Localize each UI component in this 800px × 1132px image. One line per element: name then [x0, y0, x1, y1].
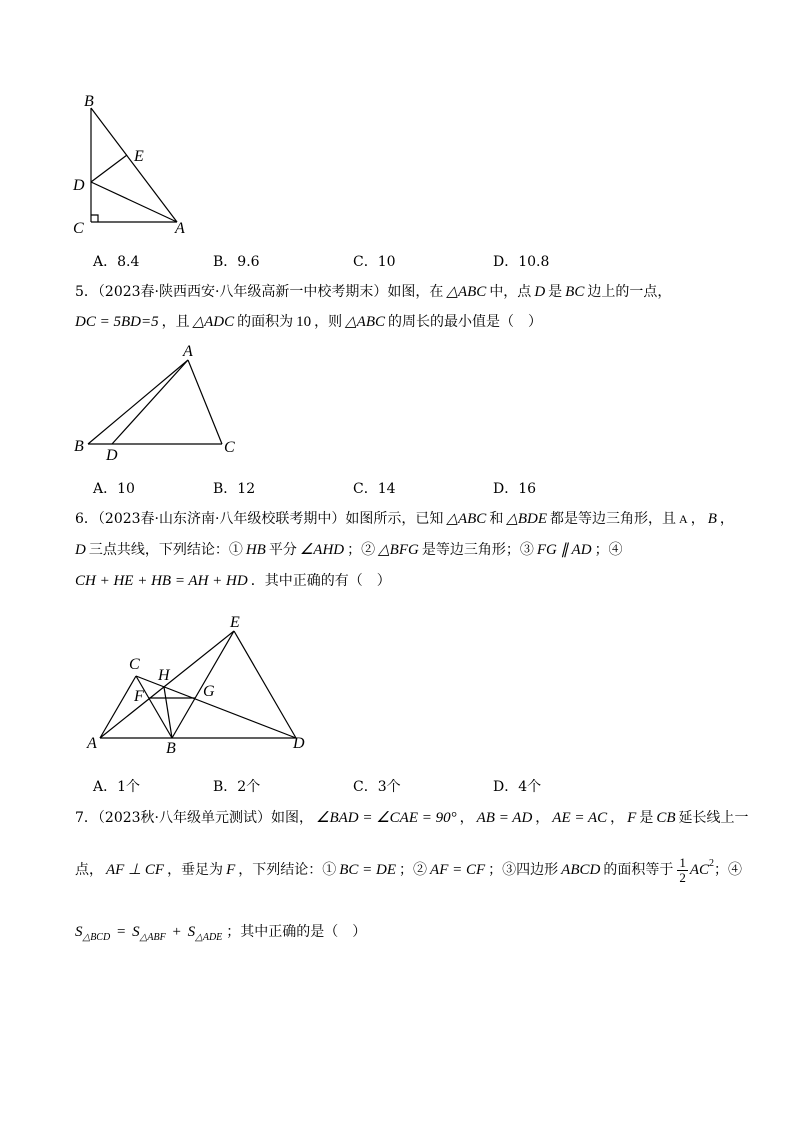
q5-math: △ADC	[192, 314, 235, 330]
q4-option-b[interactable]: B．9.6	[213, 254, 260, 270]
q5-text: 的周长的最小值是（ ）	[388, 314, 542, 330]
q6-text: 都是等边三角形，且	[550, 511, 677, 527]
q6-text: 和	[489, 511, 504, 527]
fraction-one-half	[677, 856, 688, 885]
q7-math: AB = AD	[476, 810, 533, 826]
q6-math: △BFG	[378, 542, 419, 558]
q5-option-a[interactable]: A．10	[93, 481, 135, 497]
label-f: F	[134, 688, 144, 705]
q7-text: ；②	[399, 862, 428, 878]
q7-text: 是	[639, 810, 654, 826]
q6-option-c[interactable]: C．3个	[353, 779, 401, 795]
q5-stem-line-2	[75, 312, 542, 332]
q7-text: ，下列结论：①	[238, 862, 337, 878]
q7-math: F	[627, 810, 637, 826]
q7-math: F	[226, 862, 236, 878]
q6-text: ，	[719, 511, 734, 527]
q7-operator: =	[113, 924, 130, 940]
q5-text: 是	[548, 284, 563, 300]
q6-text: 三点共线，下列结论：①	[88, 542, 243, 558]
q5-math: BC	[565, 284, 585, 300]
segment-ed	[234, 631, 296, 738]
q7-math: AF = CF	[430, 862, 486, 878]
segment-ac	[100, 676, 136, 738]
q7-stem-line-2	[75, 854, 742, 886]
label-b: B	[84, 93, 94, 110]
q5-math: △ABC	[345, 314, 385, 330]
q7-subscript: △BCD	[82, 932, 111, 943]
label-e: E	[134, 148, 144, 165]
q4-figure	[60, 85, 200, 240]
q6-math: HB	[245, 542, 266, 558]
label-c: C	[224, 439, 235, 456]
q7-math: ABCD	[561, 862, 601, 878]
q7-math: BC = DE	[339, 862, 397, 878]
segment-de	[91, 155, 127, 182]
label-c: C	[73, 220, 84, 237]
q6-text: 6．（2023春·山东济南·八年级校联考期中）如图所示，已知	[75, 511, 444, 527]
q7-subscript: △ABF	[139, 932, 166, 943]
q6-text: ；④	[594, 542, 623, 558]
segment-da	[91, 182, 177, 222]
q6-figure	[80, 605, 310, 760]
q7-text: ，	[610, 810, 625, 826]
q6-math: △ABC	[446, 511, 487, 527]
q5-math: D	[534, 284, 546, 300]
segment-ad	[112, 360, 188, 444]
q7-operator: +	[168, 924, 185, 940]
q7-text: ；④	[714, 862, 742, 878]
label-c: C	[129, 656, 140, 673]
q4-option-d[interactable]: D．10.8	[493, 254, 550, 270]
q7-text: ；③四边形	[488, 862, 559, 878]
q5-math: DC = 5BD=5	[75, 314, 159, 330]
q7-math: S	[187, 924, 196, 940]
label-h: H	[158, 667, 170, 684]
q6-text: ，	[690, 511, 705, 527]
label-d: D	[73, 177, 85, 194]
q5-math: △ABC	[446, 284, 487, 300]
segment-cd	[136, 676, 296, 738]
q7-stem-line-1	[75, 808, 748, 828]
fraction-denominator: 2	[679, 869, 686, 885]
fraction-numerator: 1	[679, 854, 686, 870]
q4-option-c[interactable]: C．10	[353, 254, 396, 270]
q5-text: 中，点	[489, 284, 532, 300]
q7-text: ，	[535, 810, 550, 826]
q6-option-a[interactable]: A．1个	[93, 779, 141, 795]
q5-text: 边上的一点，	[587, 284, 672, 300]
q6-stem-line-1	[75, 509, 734, 529]
q7-math: AF ⊥ CF	[106, 862, 165, 878]
q5-option-b[interactable]: B．12	[213, 481, 256, 497]
q5-figure	[60, 335, 245, 465]
q6-point-a: A	[679, 512, 688, 526]
q7-text: 延长线上一	[678, 810, 749, 826]
q6-text: ．其中正确的有（ ）	[250, 573, 391, 589]
q7-text: 7．（2023秋·八年级单元测试）如图，	[75, 810, 313, 826]
q7-text: ；其中正确的是（ ）	[226, 924, 367, 940]
q7-math: ∠BAD = ∠CAE = 90°	[316, 810, 457, 826]
q6-stem-line-3	[75, 571, 391, 591]
label-a: A	[183, 343, 193, 360]
q7-subscript: △ADE	[195, 932, 223, 943]
q5-stem-line-1	[75, 282, 671, 302]
q7-stem-line-3	[75, 922, 366, 942]
q7-math: S	[75, 924, 83, 940]
q5-text: 5．（2023春·陕西西安·八年级高新一中校考期末）如图，在	[75, 284, 444, 300]
q7-math: CB	[656, 810, 676, 826]
q7-text: ，垂足为	[167, 862, 224, 878]
q5-text: 的面积为	[237, 314, 294, 330]
segment-ba	[91, 108, 177, 222]
label-a: A	[175, 220, 185, 237]
right-angle-mark	[91, 215, 98, 222]
segment-ac	[188, 360, 222, 444]
label-g: G	[203, 683, 215, 700]
q5-number: 10	[296, 314, 312, 330]
q6-text: 是等边三角形；③	[421, 542, 534, 558]
q6-stem-line-2	[75, 540, 623, 560]
q6-text: 平分	[268, 542, 297, 558]
q6-option-b[interactable]: B．2个	[213, 779, 261, 795]
q4-option-a[interactable]: A．8.4	[93, 254, 140, 270]
label-b: B	[166, 740, 176, 757]
q6-text: ；②	[347, 542, 376, 558]
q6-option-d[interactable]: D．4个	[493, 779, 542, 795]
q7-math: AE = AC	[552, 810, 608, 826]
q6-math: B	[707, 511, 717, 527]
q6-math: △BDE	[506, 511, 548, 527]
label-d: D	[293, 735, 305, 752]
q7-math: S	[132, 924, 140, 940]
label-a: A	[87, 735, 97, 752]
q5-option-c[interactable]: C．14	[353, 481, 396, 497]
exponent: 2	[709, 858, 714, 869]
q6-math: FG ∥ AD	[536, 542, 592, 558]
q7-text: 的面积等于	[603, 862, 674, 878]
label-b: B	[74, 438, 84, 455]
label-d: D	[106, 447, 118, 464]
q7-text: ，	[459, 810, 474, 826]
q5-text: ，则	[314, 314, 343, 330]
q6-math: CH + HE + HB = AH + HD	[75, 573, 248, 589]
label-e: E	[230, 614, 240, 631]
q6-math: D	[75, 542, 86, 558]
q6-math: ∠AHD	[299, 542, 345, 558]
q5-text: ，且	[161, 314, 190, 330]
q5-option-d[interactable]: D．16	[493, 481, 537, 497]
segment-ab	[88, 360, 188, 444]
q7-math: AC	[689, 862, 709, 878]
q7-text: 点，	[75, 862, 103, 878]
